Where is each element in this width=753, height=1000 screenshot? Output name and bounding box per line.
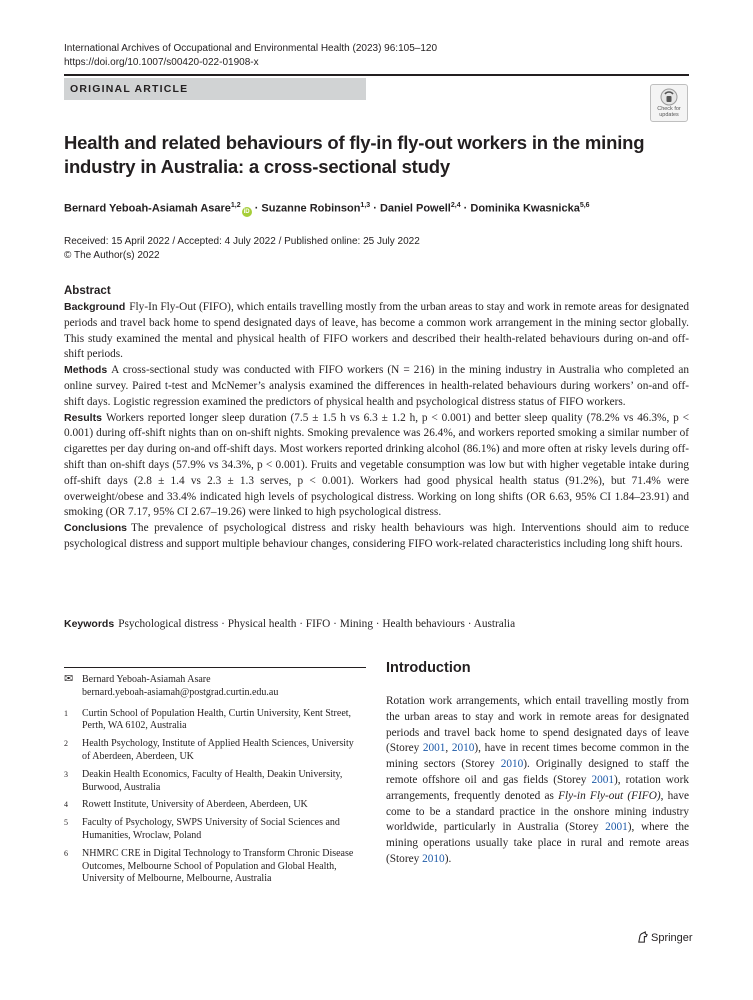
intro-text: Rotation work arrangements, which entail travelling mostly from the urban areas to stay and work in remote areas for designated periods and travel back home to spend designated days of leave (Storey	[386, 695, 689, 755]
affiliations-footnotes	[64, 674, 364, 891]
abstract-section-label: Conclusions	[64, 522, 128, 535]
citation-link[interactable]: 2010	[422, 852, 445, 865]
author-list	[64, 198, 704, 217]
affiliation-number: 2	[64, 739, 68, 749]
corresponding-author-name: Bernard Yeboah-Asiamah Asare	[82, 674, 211, 685]
author-separator: ·	[251, 202, 262, 215]
article-type-label: ORIGINAL ARTICLE	[64, 78, 366, 100]
introduction-paragraph	[386, 694, 689, 868]
affiliation-text: NHMRC CRE in Digital Technology to Transform Chronic Disease Outcomes, Melbourne School of Population and Global Health, University of Melbourne, Melbourne, Australia	[82, 847, 354, 885]
abstract-conclusions-text: The prevalence of psychological distress and risky health behaviours was high. Interventions should aim to reduce psychological distress and support multiple behaviour changes, considering FIFO work-related characteristics including long shift hours.	[64, 522, 689, 550]
intro-text: ,	[445, 742, 452, 755]
abstract-conclusions	[64, 521, 689, 553]
author-name[interactable]: Bernard Yeboah-Asiamah Asare	[64, 202, 231, 215]
affiliation-number: 5	[64, 818, 68, 828]
abstract-section-label: Methods	[64, 364, 108, 377]
affiliation-item	[64, 708, 364, 734]
introduction-body	[386, 694, 689, 868]
keywords-label: Keywords	[64, 618, 115, 630]
abstract-methods-text: A cross-sectional study was conducted with FIFO workers (N = 216) in the mining industry in Australia who completed an online survey. Paired t-test and McNemer’s analysis examined the differences in health-related behaviours during workers’ on-and off-shift days. Logistic regression examined the predictors of physical health and psychological distress status of FIFO workers.	[64, 364, 689, 408]
affiliation-text: Curtin School of Population Health, Curtin University, Kent Street, Perth, WA 6102, Australia	[82, 707, 352, 732]
abstract-heading: Abstract	[64, 285, 111, 297]
intro-text: ), rotation work arrangements, frequently denoted as	[386, 773, 689, 802]
author-name[interactable]: Daniel Powell	[379, 202, 451, 215]
affiliation-number: 6	[64, 848, 68, 858]
affiliation-number: 4	[64, 800, 68, 810]
abstract-methods	[64, 363, 689, 410]
keywords-text: Psychological distress · Physical health · FIFO · Mining · Health behaviours · Australia	[118, 618, 516, 630]
publisher-name: Springer	[651, 932, 693, 944]
author-separator: ·	[460, 202, 471, 215]
springer-horse-icon	[636, 931, 649, 944]
affiliation-text: Deakin Health Economics, Faculty of Health, Deakin University, Burwood, Australia	[82, 768, 343, 793]
footnote-rule	[64, 667, 366, 668]
affiliation-number: 1	[64, 708, 68, 718]
copyright-line: © The Author(s) 2022	[64, 250, 160, 261]
check-for-updates-badge[interactable]	[650, 84, 688, 122]
intro-text: , have come to be a standard practice in the onshore mining industry worldwide, particularly in Australia (Storey	[386, 789, 689, 834]
abstract-section-label: Background	[64, 301, 126, 313]
publisher-logo	[636, 930, 693, 946]
author-affiliation-sup: 1,2	[230, 202, 241, 209]
orcid-icon[interactable]: iD	[243, 208, 250, 215]
citation-link[interactable]: 2010	[500, 758, 524, 771]
affiliation-item	[64, 769, 364, 795]
intro-text: ), where the mining operations usually take place in rural and remote areas (Storey	[386, 821, 690, 865]
keywords	[64, 617, 689, 632]
citation-link[interactable]: 2010	[451, 742, 475, 755]
affiliation-item	[64, 848, 364, 886]
author-name[interactable]: Suzanne Robinson	[261, 202, 361, 215]
intro-text: ).	[444, 852, 452, 865]
header-rule	[64, 74, 689, 76]
abstract-background	[64, 300, 689, 363]
journal-citation: International Archives of Occupational and Environmental Health (2023) 96:105–120	[64, 43, 438, 54]
author-affiliation-sup: 1,3	[360, 202, 371, 209]
badge-text-line1: Check for	[657, 106, 681, 112]
doi-link[interactable]: https://doi.org/10.1007/s00420-022-01908-x	[64, 57, 259, 68]
affiliation-item	[64, 799, 364, 812]
author-name[interactable]: Dominika Kwasnicka	[470, 202, 580, 215]
affiliation-text: Faculty of Psychology, SWPS University of Social Sciences and Humanities, Wroclaw, Poland	[82, 817, 340, 841]
citation-link[interactable]: 2001	[605, 821, 628, 834]
author-affiliation-sup: 2,4	[450, 202, 461, 209]
intro-italic-term: Fly-in Fly-out (FIFO)	[558, 789, 661, 802]
citation-link[interactable]: 2001	[591, 773, 615, 786]
affiliation-text: Health Psychology, Institute of Applied Health Sciences, University of Aberdeen, Aberdeen, UK	[82, 738, 354, 762]
intro-text: ). Originally designed to staff the remote offshore oil and gas fields (Storey	[386, 758, 689, 786]
abstract-results	[64, 411, 689, 522]
badge-text-line2: updates	[659, 112, 679, 118]
envelope-icon: ✉	[64, 673, 74, 685]
corresponding-author	[64, 674, 364, 700]
affiliation-item	[64, 738, 364, 764]
abstract-background-text: Fly-In Fly-Out (FIFO), which entails travelling mostly from the urban areas to stay and work in remote areas for designated periods and travel back home to spend designated days of leave, has become a common work arrangement in the mining sector globally. This study examined the mental and physical health of FIFO workers and described their health-related behaviours during on-and off-shift periods.	[64, 301, 689, 361]
author-separator: ·	[370, 202, 380, 215]
publication-dates	[64, 235, 420, 263]
article-title: Health and related behaviours of fly-in fly-out workers in the mining industry in Australia: a cross-sectional study	[64, 132, 645, 177]
affiliation-text: Rowett Institute, University of Aberdeen, Aberdeen, UK	[82, 799, 308, 811]
dates-line: Received: 15 April 2022 / Accepted: 4 July 2022 / Published online: 25 July 2022	[64, 236, 420, 247]
affiliation-item	[64, 817, 364, 843]
introduction-heading: Introduction	[386, 660, 471, 676]
author-affiliation-sup: 5,6	[579, 202, 590, 209]
corresponding-author-email[interactable]: bernard.yeboah-asiamah@postgrad.curtin.edu.au	[82, 686, 279, 698]
intro-text: ), have in recent times become common in the mining sectors (Storey	[386, 742, 689, 771]
abstract-results-text: Workers reported longer sleep duration (7.5 ± 1.5 h vs 6.3 ± 1.2 h, p < 0.001) and better sleep quality (78.2% vs 46.3%, p < 0.001) during off-shift nights than on on-shift nights. Smoking prevalence was 26.4%, and workers reported smoking a similar number of cigarettes per day during on-and off-shift days. Most workers reported drinking alcohol (86.1%) and more often at risky levels during off-shift than on-shift days (57.9% vs 34.3%, p < 0.001). Fruits and vegetable consumption was low but with higher vegetable intake during off-shift days (2.8 ± 1.4 vs 2.3 ± 1.3 serves, p < 0.001). Workers had good physical health status (91.2%), but 71.4% were overweight/obese and 33.4% indicated high levels of psychological distress. Working on long shifts (OR 6.63, 95% CI 1.84–23.91) and smoking (OR 7.17, 95% CI 2.67–19.26) were linked to high psychological distress.	[64, 411, 689, 519]
affiliation-number: 3	[64, 769, 68, 779]
check-updates-icon	[660, 88, 678, 106]
abstract-body	[64, 300, 689, 553]
abstract-section-label: Results	[64, 411, 102, 424]
citation-link[interactable]: 2001	[422, 742, 446, 755]
